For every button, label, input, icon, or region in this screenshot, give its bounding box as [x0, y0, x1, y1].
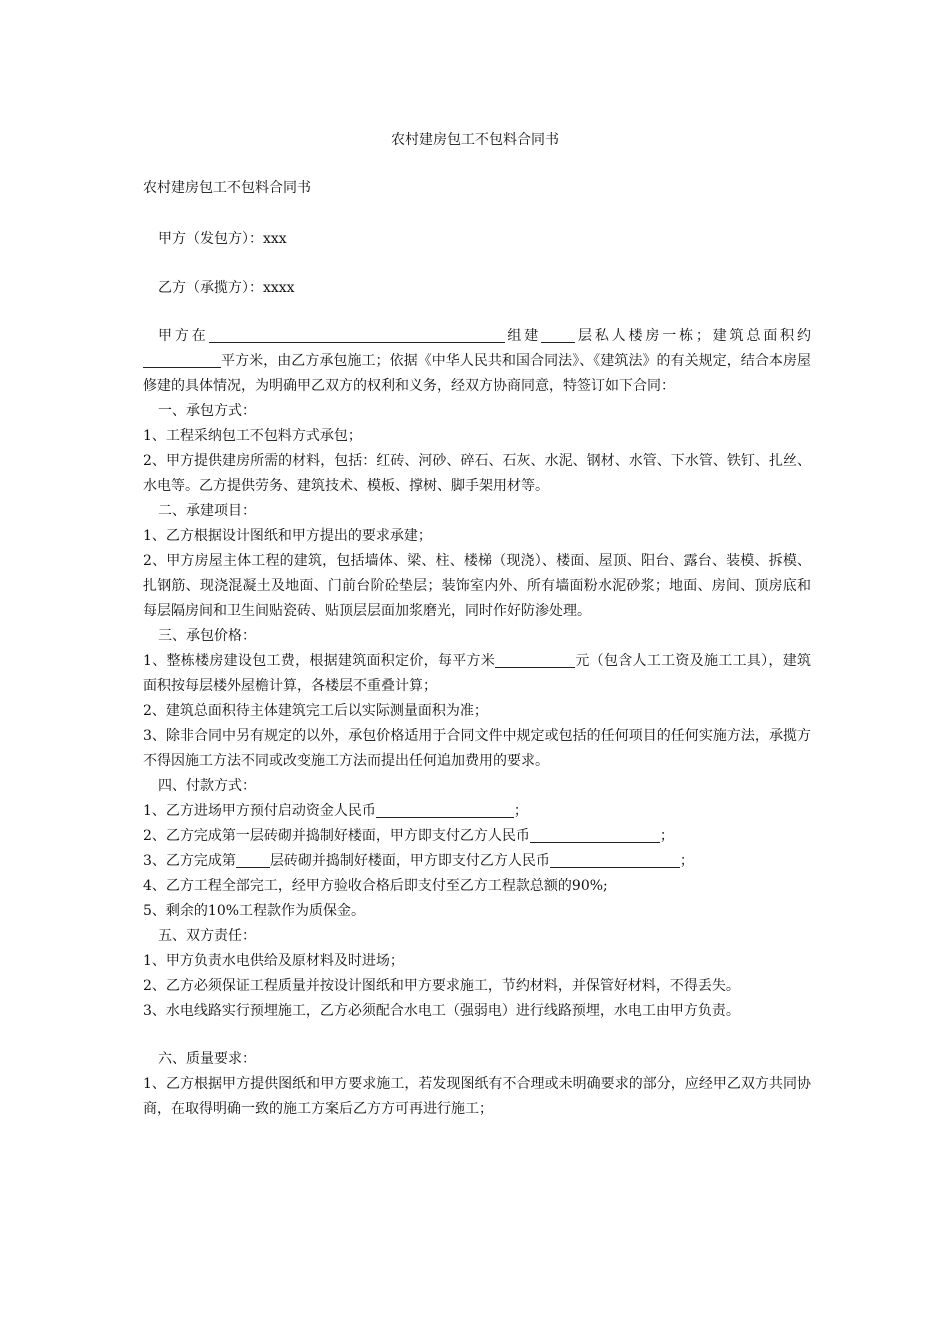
advance-payment-blank[interactable]: [376, 801, 514, 818]
payment-3-text-1: 3、乙方完成第: [143, 853, 236, 869]
section-5-item-3: 3、水电线路实行预埋施工，乙方必须配合水电工（强弱电）进行线路预埋，水电工由甲方负责。: [143, 1003, 740, 1019]
section-2-item-1: 1、乙方根据设计图纸和甲方提出的要求承建；: [143, 528, 432, 544]
first-floor-payment-blank[interactable]: [530, 826, 660, 843]
price-text-1: 1、整栋楼房建设包工费，根据建筑面积定价，每平方米: [143, 653, 496, 669]
intro-text-3: 层私人楼房一栋；建筑总面积约: [575, 328, 812, 344]
unit-price-blank[interactable]: [495, 651, 575, 668]
payment-1-text: 1、乙方进场甲方预付启动资金人民币: [143, 803, 376, 819]
area-blank[interactable]: [143, 351, 221, 368]
section-2-heading: 二、承建项目：: [158, 503, 256, 519]
intro-paragraph: [143, 324, 811, 399]
party-b-line: 乙方（承揽方）：xxxx: [158, 280, 295, 296]
section-5-item-2: 2、乙方必须保证工程质量并按设计图纸和甲方要求施工，节约材料，并保管好材料，不得丢失。: [143, 978, 740, 994]
section-3-item-1: [143, 649, 811, 699]
section-2-item-2: 2、甲方房屋主体工程的建筑，包括墙体、梁、柱、楼梯（现浇）、楼面、屋顶、阳台、露台、装模、拆模、扎钢筋、现浇混凝土及地面、门前台阶砼垫层；装饰室内外、所有墙面粉水泥砂浆；地面、房间、顶房底和每层隔房间和卫生间贴瓷砖、贴顶层层面加浆磨光，同时作好防渗处理。: [143, 553, 811, 619]
section-1-item-1: 1、工程采纳包工不包料方式承包；: [143, 428, 362, 444]
floors-blank[interactable]: [541, 326, 575, 343]
payment-2-end: ；: [659, 828, 674, 844]
section-4-item-3: [143, 849, 811, 874]
section-1-item-2: 2、甲方提供建房所需的材料，包括：红砖、河砂、碎石、石灰、水泥、钢材、水管、下水管、铁钉、扎丝、水电等。乙方提供劳务、建筑技术、模板、撑树、脚手架用材等。: [143, 453, 811, 494]
section-4-heading: 四、付款方式：: [158, 778, 256, 794]
section-6-item-1: 1、乙方根据甲方提供图纸和甲方要求施工，若发现图纸有不合理或未明确要求的部分，应经甲乙双方共同协商，在取得明确一致的施工方案后乙方方可再进行施工；: [143, 1076, 811, 1117]
payment-2-text: 2、乙方完成第一层砖砌并捣制好楼面，甲方即支付乙方人民币: [143, 828, 530, 844]
document-title: 农村建房包工不包料合同书: [391, 132, 559, 148]
party-a-line: 甲方（发包方）：xxx: [158, 231, 287, 247]
price-text-2: 元（包含人工工资及施工工具），建筑面积按每层楼外屋檐计算，各楼层不重叠计算；: [143, 653, 812, 694]
intro-text-4: 平方米，由乙方承包施工；依据《中华人民共和国合同法》、《建筑法》的有关规定，结合本房屋修建的具体情况，为明确甲乙双方的权利和义务，经双方协商同意，特签订如下合同：: [143, 353, 811, 394]
section-gap: [143, 1024, 811, 1047]
section-4-item-2: [143, 824, 811, 849]
section-4-item-4: 4、乙方工程全部完工，经甲方验收合格后即支付至乙方工程款总额的90%;: [143, 878, 608, 894]
intro-text-1: 甲方在: [158, 328, 209, 344]
payment-3-end: ；: [679, 853, 694, 869]
document-subtitle: 农村建房包工不包料合同书: [143, 180, 311, 196]
section-3-item-3: 3、除非合同中另有规定的以外，承包价格适用于合同文件中规定或包括的任何项目的任何实施方法，承揽方不得因施工方法不同或改变施工方法而提出任何追加费用的要求。: [143, 728, 811, 769]
section-4-item-1: [143, 799, 811, 824]
section-6-heading: 六、质量要求：: [158, 1051, 256, 1067]
payment-1-end: ；: [513, 803, 528, 819]
floor-number-blank[interactable]: [236, 851, 270, 868]
section-5-heading: 五、双方责任：: [158, 928, 256, 944]
nth-floor-payment-blank[interactable]: [550, 851, 680, 868]
section-4-item-5: 5、剩余的10%工程款作为质保金。: [143, 903, 366, 919]
section-1-heading: 一、承包方式：: [158, 403, 256, 419]
section-3-heading: 三、承包价格：: [158, 628, 256, 644]
location-blank[interactable]: [209, 326, 505, 343]
payment-3-text-2: 层砖砌并捣制好楼面，甲方即支付乙方人民币: [269, 853, 550, 869]
intro-text-2: 组建: [504, 328, 542, 344]
contract-body: [143, 324, 811, 1122]
section-5-item-1: 1、甲方负责水电供给及原材料及时进场；: [143, 953, 404, 969]
section-3-item-2: 2、建筑总面积待主体建筑完工后以实际测量面积为准；: [143, 703, 488, 719]
